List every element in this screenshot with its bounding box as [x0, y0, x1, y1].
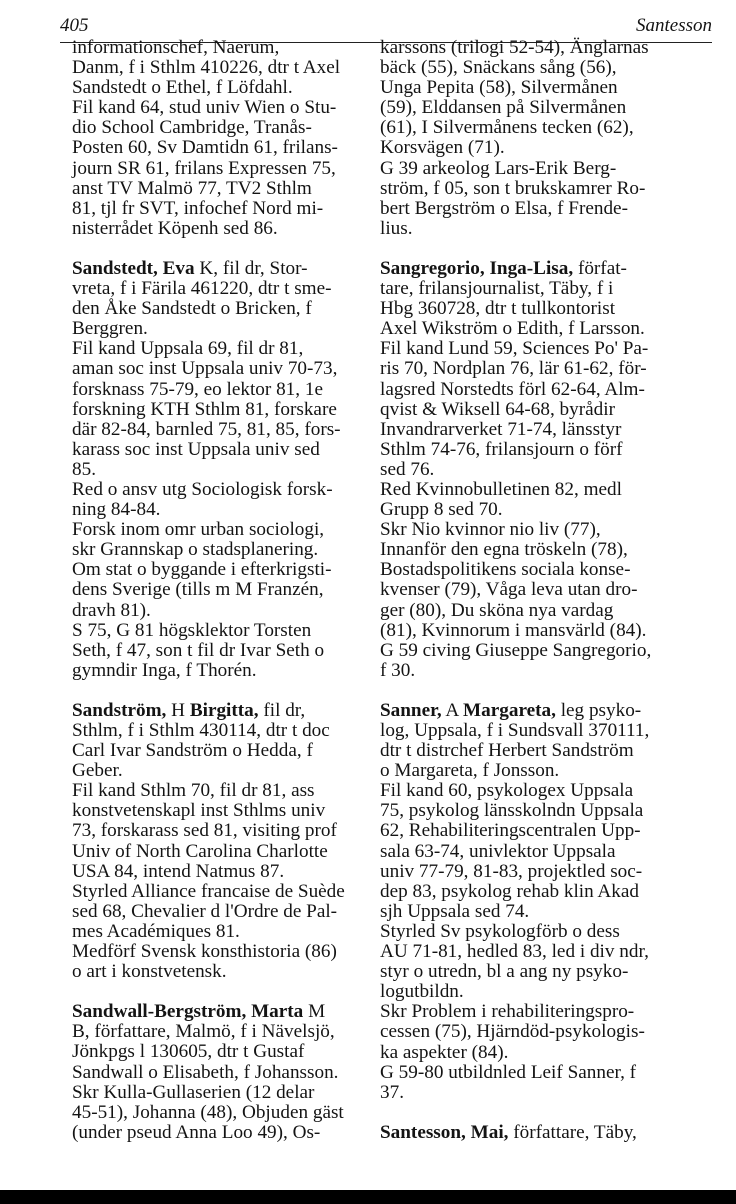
entry-text-line: o art i konstvetensk.: [72, 961, 227, 983]
entry-text-line: B, författare, Malmö, f i Nävelsjö,: [72, 1021, 335, 1043]
entry-heading-line: [380, 259, 705, 279]
entry-text-line: Sandwall o Elisabeth, f Johansson.: [72, 1061, 339, 1083]
entry-text-line: dtr t distrchef Herbert Sandström: [380, 740, 634, 762]
entry-text-line: cessen (75), Hjärndöd-psykologis-: [380, 1021, 645, 1043]
entry-text-line: G 59 civing Giuseppe Sangregorio,: [380, 639, 652, 661]
entry-text-line: Om stat o byggande i efterkrigsti-: [72, 559, 332, 581]
entry-text-line: 75, psykolog länsskolndn Uppsala: [380, 800, 644, 822]
biography-entry: [380, 259, 705, 681]
entry-text-line: Berggren.: [72, 318, 148, 340]
entry-heading-rest: fil dr,: [258, 699, 306, 721]
entry-text-line: Medförf Svensk konsthistoria (86): [72, 941, 337, 963]
entry-text-line: sed 68, Chevalier d l'Ordre de Pal-: [72, 900, 338, 922]
left-column: [72, 38, 397, 1143]
biography-entry: [72, 259, 397, 681]
entry-name: Santesson, Mai,: [380, 1121, 509, 1143]
entry-text-line: Hbg 360728, dtr t tullkontorist: [380, 298, 616, 320]
entry-name: Sandstedt, Eva: [72, 257, 195, 279]
entry-text-line: dravh 81).: [72, 599, 151, 621]
entry-text-line: vreta, f i Färila 461220, dtr t sme-: [72, 278, 332, 300]
entry-text-line: Skr Problem i rehabiliteringspro-: [380, 1001, 635, 1023]
entry-text-line: (61), I Silvermånens tecken (62),: [380, 117, 634, 139]
entry-text-line: aman soc inst Uppsala univ 70-73,: [72, 358, 338, 380]
entry-text-line: S 75, G 81 högsklektor Torsten: [72, 619, 312, 641]
entry-text-line: ris 70, Nordplan 76, lär 61-62, för-: [380, 358, 647, 380]
entry-text-line: Axel Wikström o Edith, f Larsson.: [380, 318, 645, 340]
biography-entry: [380, 1123, 705, 1143]
entry-name: Sanner,: [380, 699, 442, 721]
entry-text-line: Bostadspolitikens sociala konse-: [380, 559, 631, 581]
entry-heading-line: [72, 259, 397, 279]
entry-text-line: Fil kand Uppsala 69, fil dr 81,: [72, 338, 304, 360]
entry-text-line: Forsk inom omr urban sociologi,: [72, 519, 325, 541]
entry-name-given: Birgitta,: [189, 699, 259, 721]
entry-text-line: G 39 arkeolog Lars-Erik Berg-: [380, 157, 617, 179]
entry-text-line: Styrled Alliance francaise de Suède: [72, 880, 345, 902]
entry-text-line: Fil kand 64, stud univ Wien o Stu-: [72, 97, 337, 119]
entry-heading-rest: förfat-: [573, 257, 627, 279]
entry-text-line: Posten 60, Sv Damtidn 61, frilans-: [72, 137, 338, 159]
entry-text-line: (81), Kvinnorum i mansvärld (84).: [380, 619, 647, 641]
entry-text-line: Innanför den egna tröskeln (78),: [380, 539, 628, 561]
entry-text-line: Univ of North Carolina Charlotte: [72, 840, 328, 862]
entry-text-line: ström, f 05, son t brukskamrer Ro-: [380, 177, 646, 199]
entry-text-line: lius.: [380, 217, 413, 239]
entry-text-line: skr Grannskap o stadsplanering.: [72, 539, 319, 561]
entry-text-line: karass soc inst Uppsala univ sed: [72, 438, 320, 460]
entry-text-line: dep 83, psykolog rehab klin Akad: [380, 880, 639, 902]
entry-text-line: bert Bergström o Elsa, f Frende-: [380, 197, 628, 219]
entry-text-line: ning 84-84.: [72, 499, 161, 521]
entry-text-line: Carl Ivar Sandström o Hedda, f: [72, 740, 313, 762]
entry-text-line: univ 77-79, 81-83, projektled soc-: [380, 860, 643, 882]
entry-text-line: den Åke Sandstedt o Bricken, f: [72, 298, 312, 320]
entry-text-line: USA 84, intend Natmus 87.: [72, 860, 285, 882]
entry-heading-line: [72, 701, 397, 721]
entry-text-line: Grupp 8 sed 70.: [380, 499, 503, 521]
entry-heading-rest: M: [303, 1001, 326, 1023]
entry-name-initial: A: [441, 699, 464, 721]
entry-text-line: sed 76.: [380, 458, 435, 480]
entry-text-line: 62, Rehabiliteringscentralen Upp-: [380, 820, 641, 842]
entry-text-line: Styrled Sv psykologförb o dess: [380, 920, 620, 942]
entry-text-line: sala 63-74, univlektor Uppsala: [380, 840, 616, 862]
entry-text-line: konstvetenskapl inst Sthlms univ: [72, 800, 326, 822]
entry-name: Sangregorio, Inga-Lisa,: [380, 257, 574, 279]
entry-text-line: tare, frilansjournalist, Täby, f i: [380, 278, 614, 300]
entry-text-line: Unga Pepita (58), Silvermånen: [380, 77, 618, 99]
entry-text-line: Sthlm 74-76, frilansjourn o förf: [380, 438, 623, 460]
entry-text-line: forskning KTH Sthlm 81, forskare: [72, 398, 337, 420]
entry-text-line: Skr Nio kvinnor nio liv (77),: [380, 519, 601, 541]
entry-text-line: logutbildn.: [380, 981, 464, 1003]
entry-text-line: (59), Elddansen på Silvermånen: [380, 97, 627, 119]
biography-entry: [380, 38, 705, 239]
entry-text-line: Fil kand Lund 59, Sciences Po' Pa-: [380, 338, 649, 360]
entry-text-line: sjh Uppsala sed 74.: [380, 900, 530, 922]
running-head: Santesson: [636, 15, 712, 36]
entry-name-initial: H: [166, 699, 190, 721]
entry-text-line: 37.: [380, 1081, 404, 1103]
page-number: 405: [60, 15, 89, 36]
entry-text-line: kvenser (79), Våga leva utan dro-: [380, 579, 638, 601]
entry-text-line: Skr Kulla-Gullaserien (12 delar: [72, 1081, 315, 1103]
entry-text-line: G 59-80 utbildnled Leif Sanner, f: [380, 1061, 637, 1083]
biography-entry: [72, 38, 397, 239]
entry-text-line: Invandrarverket 71-74, länsstyr: [380, 418, 622, 440]
entry-text-line: o Margareta, f Jonsson.: [380, 760, 560, 782]
entry-text-line: 73, forskarass sed 81, visiting prof: [72, 820, 337, 842]
entry-text-line: Danm, f i Sthlm 410226, dtr t Axel: [72, 57, 341, 79]
biography-entry: [72, 1002, 397, 1143]
entry-text-line: Jönkpgs l 130605, dtr t Gustaf: [72, 1041, 305, 1063]
entry-text-line: Seth, f 47, son t fil dr Ivar Seth o: [72, 639, 325, 661]
entry-text-line: 45-51), Johanna (48), Objuden gäst: [72, 1101, 344, 1123]
entry-name-given: Margareta,: [463, 699, 556, 721]
entry-text-line: Korsvägen (71).: [380, 137, 505, 159]
entry-text-line: där 82-84, barnled 75, 81, 85, fors-: [72, 418, 341, 440]
entry-name: Sandwall-Bergström, Marta: [72, 1001, 304, 1023]
entry-text-line: anst TV Malmö 77, TV2 Sthlm: [72, 177, 312, 199]
entry-text-line: informationschef, Naerum,: [72, 37, 280, 58]
entry-text-line: bäck (55), Snäckans sång (56),: [380, 57, 617, 79]
biography-entry: [380, 701, 705, 1103]
entry-text-line: Sthlm, f i Sthlm 430114, dtr t doc: [72, 720, 330, 741]
entry-text-line: Geber.: [72, 760, 123, 782]
entry-text-line: log, Uppsala, f i Sundsvall 370111,: [380, 720, 650, 741]
entry-text-line: Red Kvinnobulletinen 82, medl: [380, 478, 622, 500]
entry-text-line: gymndir Inga, f Thorén.: [72, 659, 257, 681]
entry-heading-line: [72, 1002, 397, 1022]
entry-text-line: Red o ansv utg Sociologisk forsk-: [72, 478, 333, 500]
entry-text-line: mes Académiques 81.: [72, 920, 240, 942]
entry-heading-line: [380, 1123, 705, 1143]
biography-entry: [72, 701, 397, 982]
entry-text-line: AU 71-81, hedled 83, led i div ndr,: [380, 941, 649, 963]
entry-text-line: Fil kand Sthlm 70, fil dr 81, ass: [72, 780, 315, 802]
entry-text-line: ka aspekter (84).: [380, 1041, 509, 1063]
entry-text-line: ger (80), Du sköna nya vardag: [380, 599, 614, 621]
entry-text-line: (under pseud Anna Loo 49), Os-: [72, 1121, 321, 1143]
entry-text-line: 85.: [72, 458, 96, 480]
entry-text-line: karssons (trilogi 52-54), Änglarnas: [380, 37, 649, 58]
entry-text-line: journ SR 61, frilans Expressen 75,: [72, 157, 336, 179]
scan-edge-bar: [0, 1190, 736, 1204]
entry-text-line: forsknass 75-79, eo lektor 81, 1e: [72, 378, 323, 400]
entry-text-line: Sandstedt o Ethel, f Löfdahl.: [72, 77, 293, 99]
entry-name: Sandström,: [72, 699, 167, 721]
entry-text-line: 81, tjl fr SVT, infochef Nord mi-: [72, 197, 324, 219]
entry-text-line: dens Sverige (tills m M Franzén,: [72, 579, 324, 601]
entry-heading-line: [380, 701, 705, 721]
entry-text-line: lagsred Norstedts förl 62-64, Alm-: [380, 378, 645, 400]
entry-text-line: nisterrådet Köpenh sed 86.: [72, 217, 278, 239]
entry-text-line: dio School Cambridge, Tranås-: [72, 117, 312, 139]
right-column: [380, 38, 705, 1143]
entry-heading-rest: K, fil dr, Stor-: [194, 257, 308, 279]
entry-text-line: styr o utredn, bl a ang ny psyko-: [380, 961, 629, 983]
entry-text-line: f 30.: [380, 659, 416, 681]
entry-heading-rest: leg psyko-: [555, 699, 642, 721]
entry-heading-rest: författare, Täby,: [508, 1121, 637, 1143]
entry-text-line: Fil kand 60, psykologex Uppsala: [380, 780, 634, 802]
entry-text-line: qvist & Wiksell 64-68, byrådir: [380, 398, 615, 420]
